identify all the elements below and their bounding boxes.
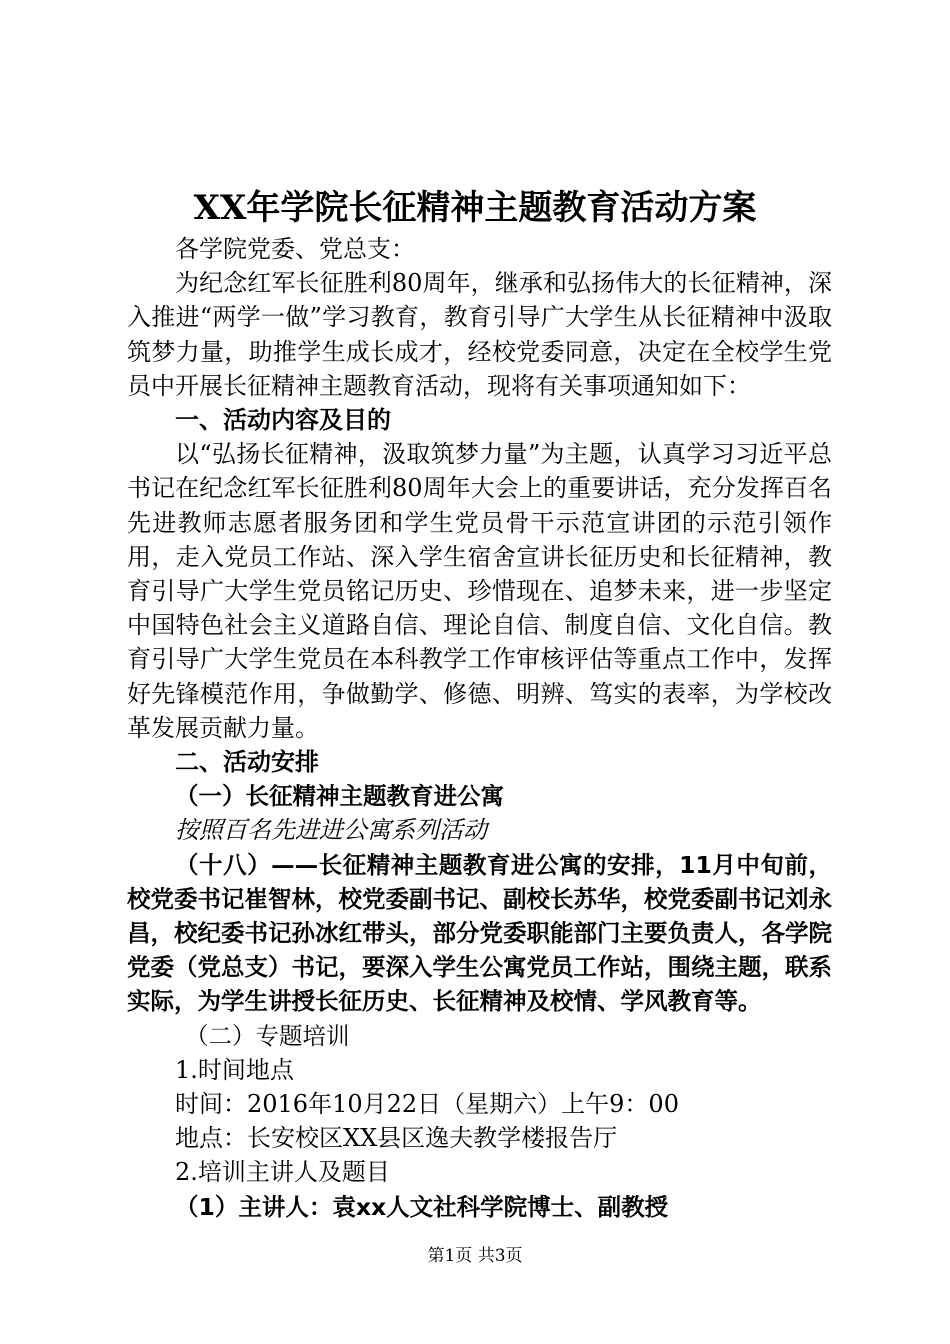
document-body bbox=[127, 232, 832, 1224]
subsection-heading-1: （一）长征精神主题教育进公寓 bbox=[175, 782, 504, 811]
intro-paragraph: 为纪念红军长征胜利80周年，继承和弘扬伟大的长征精神，深入推进“两学一做”学习教育，教育引导广大学生从长征精神中汲取筑梦力量，助推学生成长成才，经校党委同意，决定在全校学生党员中开展长征精神主题教育活动，现将有关事项通知如下： bbox=[127, 269, 832, 400]
salutation: 各学院党委、党总支： bbox=[175, 235, 415, 263]
section-heading-1: 一、活动内容及目的 bbox=[175, 405, 391, 435]
subsection-1-lead: 按照百名先进进公寓系列活动 bbox=[175, 816, 487, 845]
document-title: XX年学院长征精神主题教育活动方案 bbox=[193, 188, 757, 228]
item-time: 时间：2016年10月22日（星期六）上午9：00 bbox=[175, 1090, 679, 1119]
section-heading-2: 二、活动安排 bbox=[175, 747, 319, 777]
item-time-place: 1.时间地点 bbox=[175, 1055, 294, 1084]
item-place: 地点：长安校区XX县区逸夫教学楼报告厅 bbox=[175, 1124, 618, 1153]
subsection-1-paragraph: （十八）——长征精神主题教育进公寓的安排，11月中旬前，校党委书记崔智林，校党委副书记、副校长苏华，校党委副书记刘永昌，校纪委书记孙冰红带头，部分党委职能部门主要负责人，各学院党委（党总支）书记，要深入学生公寓党员工作站，围绕主题，联系实际，为学生讲授长征历史、长征精神及校情、学风教育等。 bbox=[127, 850, 832, 1016]
item-speaker-topic: 2.培训主讲人及题目 bbox=[175, 1158, 390, 1187]
page-footer: 第1页 共3页 bbox=[427, 1246, 523, 1266]
subsection-heading-2: （二）专题培训 bbox=[185, 1021, 350, 1050]
section-1-paragraph: 以“弘扬长征精神，汲取筑梦力量”为主题，认真学习习近平总书记在纪念红军长征胜利80周年大会上的重要讲话，充分发挥百名先进教师志愿者服务团和学生党员骨干示范宣讲团的示范引领作用，走入党员工作站、深入学生宿舍宣讲长征历史和长征精神，教育引导广大学生党员铭记历史、珍惜现在、追梦未来，进一步坚定中国特色社会主义道路自信、理论自信、制度自信、文化自信。教育引导广大学生党员在本科教学工作审核评估等重点工作中，发挥好先锋模范作用，争做勤学、修德、明辨、笃实的表率，为学校改革发展贡献力量。 bbox=[127, 440, 832, 742]
item-speaker-1: （1）主讲人：袁xx人文社科学院博士、副教授 bbox=[175, 1192, 669, 1221]
